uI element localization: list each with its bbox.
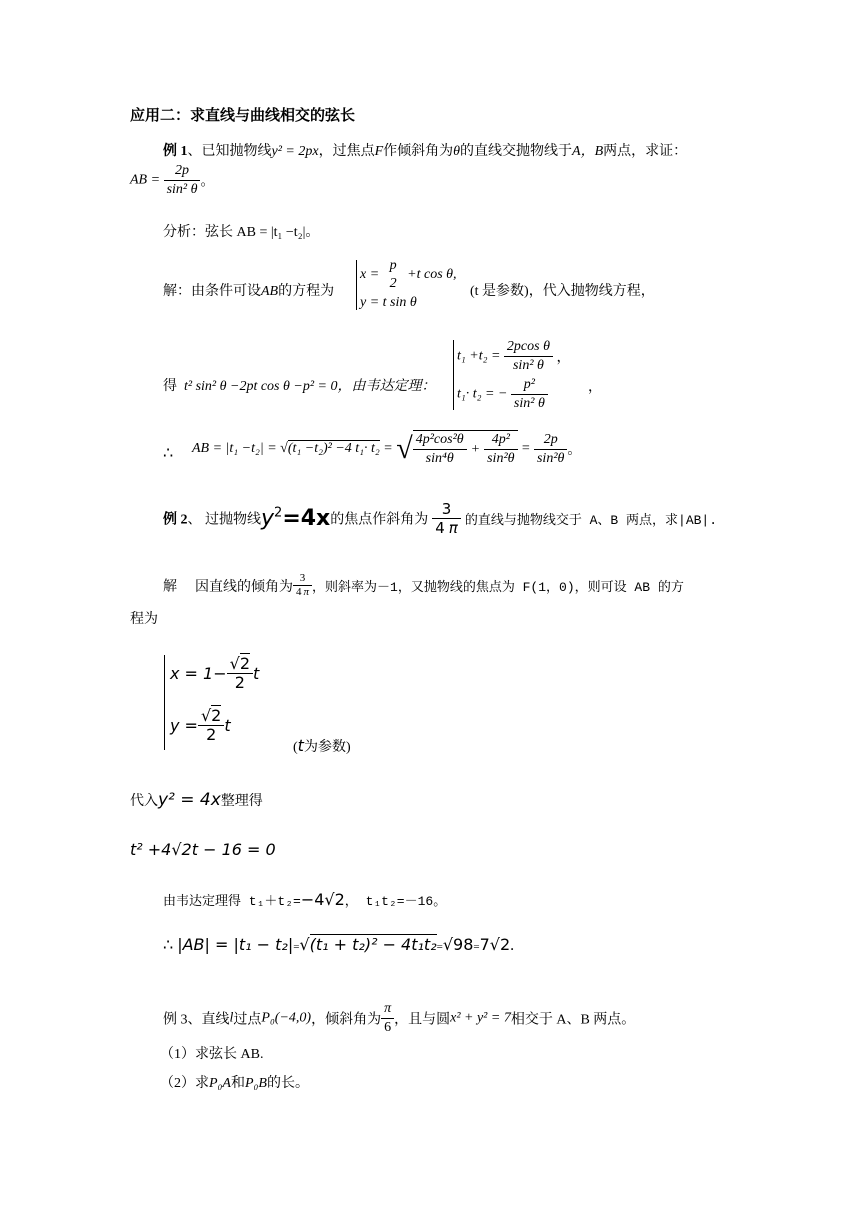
- ex1-vieta-sum-den: sin² θ: [512, 358, 544, 373]
- ex1-get-prefix: 得: [163, 379, 177, 394]
- ex2-sys-x-num: √2: [227, 655, 253, 674]
- ex1-quad-eq: t² sin² θ −2pt cos θ −p² = 0，由韦达定理：: [184, 379, 436, 394]
- ex2-sol-angle-pi: π: [303, 586, 310, 598]
- ex2-result-therefore: ∴: [163, 937, 174, 954]
- ex2-param: [293, 736, 351, 756]
- ex2-result: ∴ |AB| = |t₁ − t₂|=√(t₁ + t₂)² − 4t₁t₂=√98=7√2.: [163, 935, 515, 954]
- ex2-sub-eq: y² = 4x: [158, 790, 221, 810]
- ex2-sol-b: ，则斜率为－1，又抛物线的焦点为 F(1，0)，则可设 AB 的方: [312, 580, 684, 595]
- ex2-sys-x: [170, 655, 259, 692]
- ex1-final-end: 。: [567, 443, 582, 458]
- ex3-angle: [381, 1000, 394, 1037]
- ex3-angle-den: 6: [384, 1020, 392, 1035]
- ex1-vieta-sum-lhs: t₁ +t₂ =: [457, 348, 501, 364]
- ex2-result-abs: |AB| = |t₁ − t₂|: [177, 935, 294, 954]
- ex2-sol-a: 因直线的倾角为: [195, 579, 293, 595]
- section-title: 应用二：求直线与曲线相交的弦长: [130, 108, 356, 124]
- ex3-P0: P₀(−4,0): [261, 1010, 312, 1026]
- ex1-final-rad2: [413, 430, 518, 468]
- ex1-therefore: ∴: [163, 445, 174, 462]
- ex1-sol-mid: 的方程为: [278, 284, 335, 299]
- ex2-angle-pi: π: [448, 519, 458, 537]
- ex2-sys-x-frac: [227, 655, 253, 692]
- ex2-sys-y-t: t: [224, 716, 231, 735]
- ex1-sys-x: [360, 257, 457, 293]
- ex2-sol-c: 程为: [130, 612, 158, 627]
- ex1-comma1: ，: [556, 350, 571, 366]
- ex2-text-a: 、 过抛物线: [187, 512, 261, 528]
- ex1-sys-brace: [356, 260, 357, 310]
- ex1-vieta-prod-lhs: t₁· t₂ = −: [457, 386, 508, 402]
- ex3-q2-a: （2）求: [160, 1076, 209, 1091]
- ex2-angle-den: 4: [435, 519, 445, 537]
- ex2-substitute: [130, 790, 263, 810]
- ex2-param-text: 为参数): [303, 740, 351, 755]
- ex1-final-f2-den: sin²θ: [487, 451, 515, 466]
- ex2-text-c: 的直线与抛物线交于 A、B 两点，求|AB|.: [464, 513, 718, 528]
- ex1-final-f1-den: sin⁴θ: [425, 451, 454, 466]
- ex1-vieta-prod-num: p²: [511, 376, 548, 395]
- ex2-result-eq1: =: [293, 941, 300, 953]
- ex2-sys-y-frac: [198, 707, 224, 744]
- ex1-sys-x-lhs: x =: [360, 267, 380, 282]
- ex2-text-b: 的焦点作斜角为: [330, 512, 429, 528]
- ex2-angle-num: 3: [432, 500, 461, 519]
- ex1-conclusion-den: sin² θ: [166, 182, 198, 197]
- ex1-conclusion: [130, 162, 214, 199]
- ex2-angle: [432, 500, 461, 537]
- ex2-parabola: [261, 506, 330, 531]
- ex2-angle-den-wrap: [432, 519, 461, 537]
- ex1-vieta-sum-frac: [504, 338, 553, 375]
- ex2-result-eq2: =: [436, 941, 443, 953]
- ex1-text-e: 两点，求证：: [603, 144, 688, 159]
- ex3-line1-d: ，且与圆: [394, 1012, 451, 1028]
- ex2-parabola-exp: 2: [274, 505, 283, 521]
- ex1-sys-x-num: p: [389, 258, 397, 273]
- ex2-sys-y-sqrt: 2: [211, 706, 222, 725]
- ex1-statement: [163, 140, 687, 160]
- ex2-sys-x-sqrt: 2: [239, 654, 251, 673]
- ex1-quad: [163, 375, 435, 395]
- ex1-final-f2: [484, 431, 517, 468]
- ex1-final-rad1: √(t₁ −t₂)² −4 t₁· t₂: [280, 441, 380, 456]
- ex1-conclusion-num: 2p: [164, 162, 201, 181]
- ex1-final-f1-num: 4p²cos²θ: [413, 431, 467, 450]
- ex2-sol-angle-num: 3: [293, 572, 312, 586]
- ex1-text-d: 的直线交抛物线于: [460, 144, 573, 159]
- ex2-sys-brace: [164, 655, 165, 750]
- ex2-parabola-rhs: =4x: [282, 506, 331, 532]
- ex1-vieta-prod-den: sin² θ: [513, 396, 545, 411]
- ex2-sys-y: [170, 707, 231, 744]
- ex2-sys-x-den: 2: [234, 673, 245, 692]
- ex1-vieta-prod: [457, 376, 548, 413]
- ex2-param-t: t: [297, 736, 304, 755]
- ex2-sys-x-t: t: [253, 664, 260, 683]
- ex1-final-rad1-body: (t₁ −t₂)² −4 t₁· t₂: [287, 441, 380, 456]
- ex2-vieta-mid: ， t₁t₂=－16。: [344, 894, 447, 909]
- ex3-statement: [163, 1000, 635, 1037]
- ex3-line1-e: 相交于 A、B 两点。: [510, 1012, 636, 1028]
- ex1-final-f3-den: sin²θ: [536, 450, 565, 466]
- ex1-sys-y: y = t sin θ: [360, 295, 417, 310]
- ex1-conclusion-lhs: AB =: [130, 172, 164, 188]
- ex1-text-b: ，过焦点: [318, 144, 375, 159]
- ex1-final-f1: [413, 431, 467, 468]
- ex2-label: 例 2: [163, 512, 188, 528]
- ex1-period: 。: [200, 174, 215, 190]
- ex1-sol-prefix: [163, 280, 334, 300]
- ex2-sys-x-lhs: x = 1−: [170, 664, 227, 683]
- ex2-sub-prefix: 代入: [130, 794, 158, 809]
- ex2-vieta-prefix: 由韦达定理得 t₁＋t₂=: [163, 894, 301, 909]
- ex1-vieta-sum-num: 2pcos θ: [504, 338, 553, 357]
- ex1-sol-text: 解：由条件可设: [163, 284, 261, 299]
- ex2-statement: [163, 500, 717, 537]
- ex2-sub-suffix: 整理得: [220, 794, 263, 809]
- ex1-final-f3-num: 2p: [534, 431, 567, 450]
- ex2-result-eq3: =: [473, 941, 480, 953]
- ex1-param-note: (t 是参数)，代入抛物线方程，: [470, 284, 655, 299]
- ex3-circle: x² + y² = 7: [450, 1010, 511, 1026]
- ex1-analysis: 分析：弦长 AB = |t₁ −t₂|。: [163, 225, 320, 240]
- ex2-result-dot: .: [510, 937, 515, 954]
- ex1-vieta-brace: [453, 340, 454, 410]
- ex3-q2: [160, 1072, 309, 1092]
- ex3-q1: （1）求弦长 AB.: [160, 1047, 264, 1062]
- ex2-sol-label: 解: [163, 579, 177, 595]
- ex2-param-open: (: [293, 740, 298, 755]
- ex1-final-a: AB = |t₁ −t₂| =: [192, 441, 277, 456]
- ex3-l: l: [229, 1010, 234, 1026]
- ex1-AB-points: A，B: [572, 144, 604, 159]
- ex1-comma2: ，: [588, 380, 602, 395]
- ex3-q2-c: 的长。: [266, 1076, 309, 1091]
- ex1-final-f3: [534, 431, 567, 468]
- ex2-result-rad: (t₁ + t₂)² − 4t₁t₂: [309, 935, 437, 954]
- ex1-vieta-sum: [457, 338, 570, 375]
- ex1-sys-x-rhs: +t cos θ,: [407, 267, 457, 282]
- ex1-theta: θ: [453, 144, 461, 159]
- ex1-sol-AB: AB: [261, 284, 279, 299]
- ex3-q2-b: 和: [230, 1076, 245, 1091]
- ex1-text-c: 作倾斜角为: [383, 144, 454, 159]
- ex1-final-eq1: =: [383, 441, 393, 456]
- ex1-final-plus: +: [470, 441, 481, 457]
- ex2-vieta-sum: −4√2: [300, 890, 345, 909]
- ex3-angle-num: π: [381, 1000, 394, 1019]
- ex3-line1-a: 例 3、直线: [163, 1012, 230, 1028]
- ex1-vieta-prod-frac: [511, 376, 548, 413]
- ex3-q2-P0B: P₀B: [244, 1076, 267, 1091]
- ex1-sys-x-den: 2: [389, 276, 397, 291]
- ex2-quad: t² +4√2t − 16 = 0: [130, 840, 276, 859]
- ex2-sys-y-den: 2: [206, 725, 217, 744]
- ex2-sys-y-lhs: y =: [170, 716, 198, 735]
- ex1-sys-x-frac: [387, 257, 400, 293]
- ex2-sys-y-num: √2: [198, 707, 224, 726]
- ex1-final: [192, 430, 581, 468]
- ex2-vieta: [163, 890, 446, 910]
- ex1-final-eq2: =: [521, 441, 531, 456]
- ex2-result-sqrt98: √98: [442, 935, 474, 954]
- ex2-sol-angle: [293, 572, 312, 599]
- ex1-eq: y² = 2px: [271, 144, 319, 159]
- ex1-F: F: [374, 144, 384, 159]
- ex1-label: 例 1: [163, 144, 188, 159]
- ex1-conclusion-frac: [164, 162, 201, 199]
- ex2-sol-angle-den: 4: [296, 586, 302, 598]
- ex3-line1-b: 过点: [233, 1012, 262, 1028]
- ex2-solution: [163, 572, 684, 599]
- ex1-final-f2-num: 4p²: [484, 431, 517, 450]
- ex2-result-final: 7√2: [479, 935, 511, 954]
- ex2-parabola-y: y: [261, 506, 275, 532]
- ex3-q2-P0A: P₀A: [209, 1076, 231, 1091]
- ex1-text-a: 、已知抛物线: [187, 144, 272, 159]
- ex3-line1-c: ，倾斜角为: [311, 1012, 382, 1028]
- ex1-final-rad2-sign: √: [396, 432, 413, 465]
